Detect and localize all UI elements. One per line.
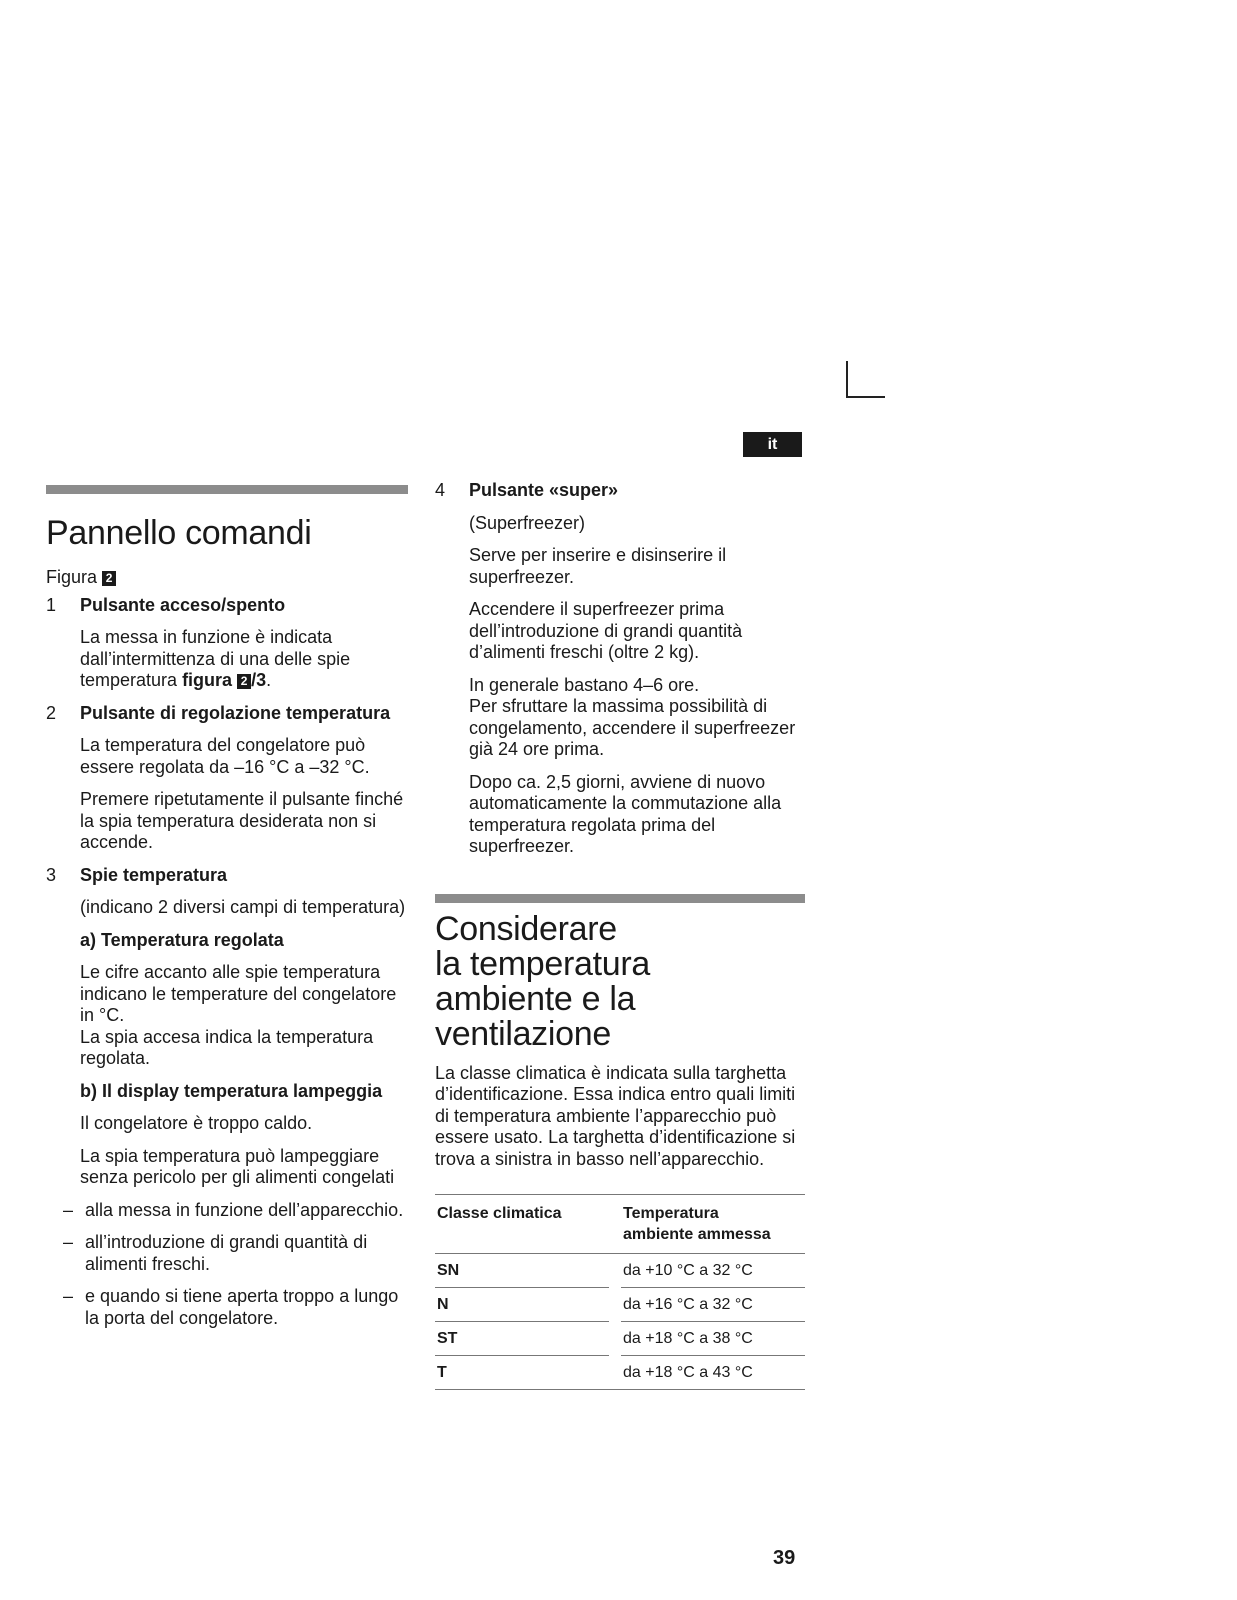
item-number: 3: [46, 864, 57, 885]
item-4-paragraph-1: (Superfreezer): [469, 512, 586, 533]
title-line: ambiente e la: [435, 979, 636, 1018]
section-rule: [435, 894, 805, 903]
subsection-a-text-1: Le cifre accanto alle spie temperatura indicano le temperature del congelatore in °C.: [80, 962, 397, 1025]
page-number: 39: [773, 1547, 796, 1569]
item-number: 2: [46, 702, 57, 723]
subheading-b: b) Il display temperatura lampeggia: [80, 1080, 383, 1101]
section-title: Pannello comandi: [46, 514, 312, 552]
figure-label: Figura: [46, 567, 98, 587]
climate-class-table: [435, 1194, 805, 1390]
climate-class: N: [435, 1288, 609, 1322]
left-column: [46, 485, 408, 1329]
item-1-text-a: La messa in funzione è indicata dall’intermittenza di una delle spie temperatura: [80, 627, 351, 690]
item-label: Spie temperatura: [80, 864, 228, 885]
item-2-heading: [46, 703, 408, 725]
item-4-text-4b: Per sfruttare la massima possibilità di congelamento, accendere il superfreezer già 24 ore prima.: [469, 696, 796, 759]
temperature-range: da +18 °C a 43 °C: [621, 1356, 805, 1390]
list-item: – e quando si tiene aperta troppo a lungo la porta del congelatore.: [63, 1286, 408, 1329]
list-item-text: e quando si tiene aperta troppo a lungo la porta del congelatore.: [85, 1286, 399, 1328]
item-4-paragraph-5: Dopo ca. 2,5 giorni, avviene di nuovo automaticamente la commutazione alla temperatura regolata prima del superfreezer.: [469, 771, 782, 856]
table-row: [435, 1254, 805, 1288]
item-3-heading: [46, 865, 408, 887]
subsection-a-text-2: La spia accesa indica la temperatura regolata.: [80, 1026, 374, 1068]
item-4-text-4a: In generale bastano 4–6 ore.: [469, 674, 700, 695]
item-4-paragraph-2: Serve per inserire e disinserire il superfreezer.: [469, 545, 727, 587]
item-number: 4: [435, 480, 446, 500]
figure-reference: [46, 567, 408, 589]
section-rule: [46, 485, 408, 494]
list-item-text: all’introduzione di grandi quantità di alimenti freschi.: [85, 1232, 368, 1274]
figure-number-badge: 2: [237, 674, 251, 689]
item-label: Pulsante di regolazione temperatura: [80, 702, 391, 723]
item-label: Pulsante acceso/spento: [80, 594, 286, 615]
sentence-end: .: [266, 670, 272, 690]
figure-ref-tail: /3: [251, 670, 267, 690]
item-label: Pulsante «super»: [469, 480, 619, 500]
climate-class: ST: [435, 1322, 609, 1356]
section-intro: La classe climatica è indicata sulla targhetta d’identificazione. Essa indica entro quali limiti di temperatura ambiente l’apparecchio può essere usato. La targhetta d’identificazione si trova a sinistra in basso nell’apparecchio.: [435, 1062, 796, 1169]
table-row: [435, 1356, 805, 1390]
table-header-row: [435, 1195, 805, 1254]
climate-section: [435, 894, 805, 1391]
climate-class: SN: [435, 1254, 609, 1288]
list-item: – alla messa in funzione dell’apparecchio.: [63, 1199, 404, 1220]
header-line: ambiente ammessa: [623, 1226, 771, 1243]
table-row: [435, 1288, 805, 1322]
item-2-paragraph-1: La temperatura del congelatore può essere regolata da –16 °C a –32 °C.: [80, 735, 370, 777]
item-2-paragraph-2: Premere ripetutamente il pulsante finché la spia temperatura desiderata non si accende.: [80, 789, 404, 852]
temperature-range: da +18 °C a 38 °C: [621, 1322, 805, 1356]
language-tab: it: [743, 432, 802, 457]
item-4-heading: [435, 480, 805, 502]
column-header-class: Classe climatica: [435, 1195, 609, 1254]
item-4-paragraph-3: Accendere il superfreezer prima dell’introduzione di grandi quantità d’alimenti freschi (oltre 2 kg).: [469, 599, 743, 662]
list-item: – all’introduzione di grandi quantità di alimenti freschi.: [63, 1232, 408, 1275]
figure-number-badge: 2: [102, 571, 116, 586]
section-title: [435, 909, 805, 1053]
title-line: la temperatura: [435, 944, 651, 983]
item-1-text: [80, 627, 408, 692]
header-line: Temperatura: [623, 1205, 719, 1222]
subheading-a: a) Temperatura regolata: [80, 929, 284, 950]
title-line: ventilazione: [435, 1014, 611, 1053]
crop-mark: [846, 361, 885, 398]
item-4-paragraph-4: [469, 675, 805, 761]
title-line: Considerare: [435, 909, 617, 948]
temperature-range: da +16 °C a 32 °C: [621, 1288, 805, 1322]
table-row: [435, 1322, 805, 1356]
item-number: 1: [46, 594, 57, 615]
right-column: [435, 480, 805, 1390]
climate-class: T: [435, 1356, 609, 1390]
column-header-temperature: [621, 1195, 805, 1254]
item-1-heading: [46, 595, 408, 617]
temperature-range: da +10 °C a 32 °C: [621, 1254, 805, 1288]
item-3-paragraph-1: (indicano 2 diversi campi di temperatura): [80, 897, 406, 917]
list-item-text: alla messa in funzione dell’apparecchio.: [85, 1199, 404, 1220]
subsection-a-paragraph: [80, 962, 408, 1070]
subsection-b-paragraph-2: La spia temperatura può lampeggiare senza pericolo per gli alimenti congelati: [80, 1145, 395, 1187]
figure-ref-word: figura: [182, 670, 233, 690]
subsection-b-paragraph-1: Il congelatore è troppo caldo.: [80, 1113, 313, 1133]
